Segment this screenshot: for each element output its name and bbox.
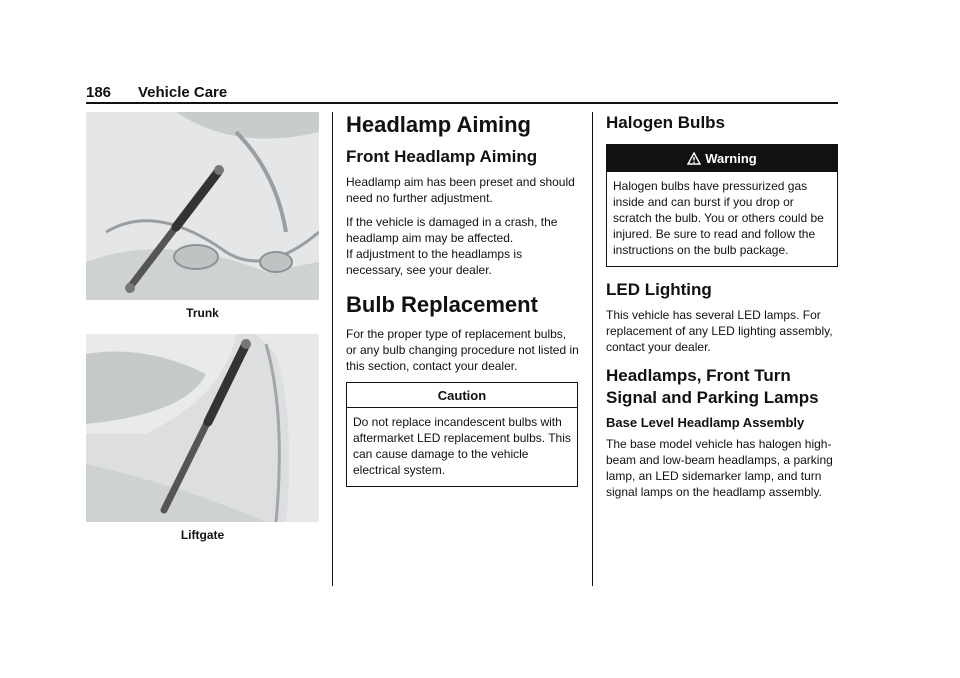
headlamps-turn-signal-heading: Headlamps, Front Turn Signal and Parking Lamps [606,365,819,407]
front-headlamp-aiming-heading: Front Headlamp Aiming [346,147,538,166]
caution-text: Do not replace incandescent bulbs with aftermarket LED replacement bulbs. This can cause damage to the vehicle electrical system. [353,415,571,477]
column-divider-1 [332,112,333,586]
base-level-headlamp-heading: Base Level Headlamp Assembly [606,414,805,430]
paragraph-preset: Headlamp aim has been preset and should need no further adjustment. [346,175,575,205]
warning-header [607,145,837,172]
warning-triangle-icon [687,152,701,168]
trunk-illustration [86,112,319,300]
page-header [86,82,838,102]
paragraph-led: This vehicle has several LED lamps. For replacement of any LED lighting assembly, contact your dealer. [606,307,833,354]
page-number: 186 [86,84,112,101]
halogen-bulbs-heading: Halogen Bulbs [606,113,726,132]
warning-title: Warning [705,151,757,166]
led-lighting-heading: LED Lighting [606,279,712,299]
liftgate-figure [86,334,319,542]
paragraph-replacement-bulbs: For the proper type of replacement bulbs, or any bulb changing procedure not listed in this section, contact your dealer. [346,327,579,373]
caution-title: Caution [347,383,577,408]
warning-text: Halogen bulbs have pressurized gas inside and can burst if you drop or scratch the bulb. You or others could be injured. Be sure to read and follow the instructions on the bulb package. [613,178,824,257]
caution-box [346,382,578,487]
warning-box [606,144,838,267]
column-divider-2 [592,112,593,586]
middle-column [346,112,580,487]
liftgate-caption: Liftgate [180,528,225,542]
trunk-figure [86,112,319,320]
bulb-replacement-heading: Bulb Replacement [346,292,538,317]
headlamp-aiming-heading: Headlamp Aiming [346,112,531,137]
trunk-caption: Trunk [186,306,219,320]
paragraph-base-model: The base model vehicle has halogen high-beam and low-beam headlamps, a parking lamp, an LED sidemarker lamp, and turn signal lamps on the headlamp assembly. [606,436,833,499]
paragraph-adjustment: If adjustment to the headlamps is necessary, see your dealer. [346,247,523,277]
right-column [606,112,840,508]
header-rule [86,102,838,104]
paragraph-crash: If the vehicle is damaged in a crash, the headlamp aim may be affected. [346,215,558,245]
section-title: Vehicle Care [138,84,228,101]
liftgate-illustration [86,334,319,522]
